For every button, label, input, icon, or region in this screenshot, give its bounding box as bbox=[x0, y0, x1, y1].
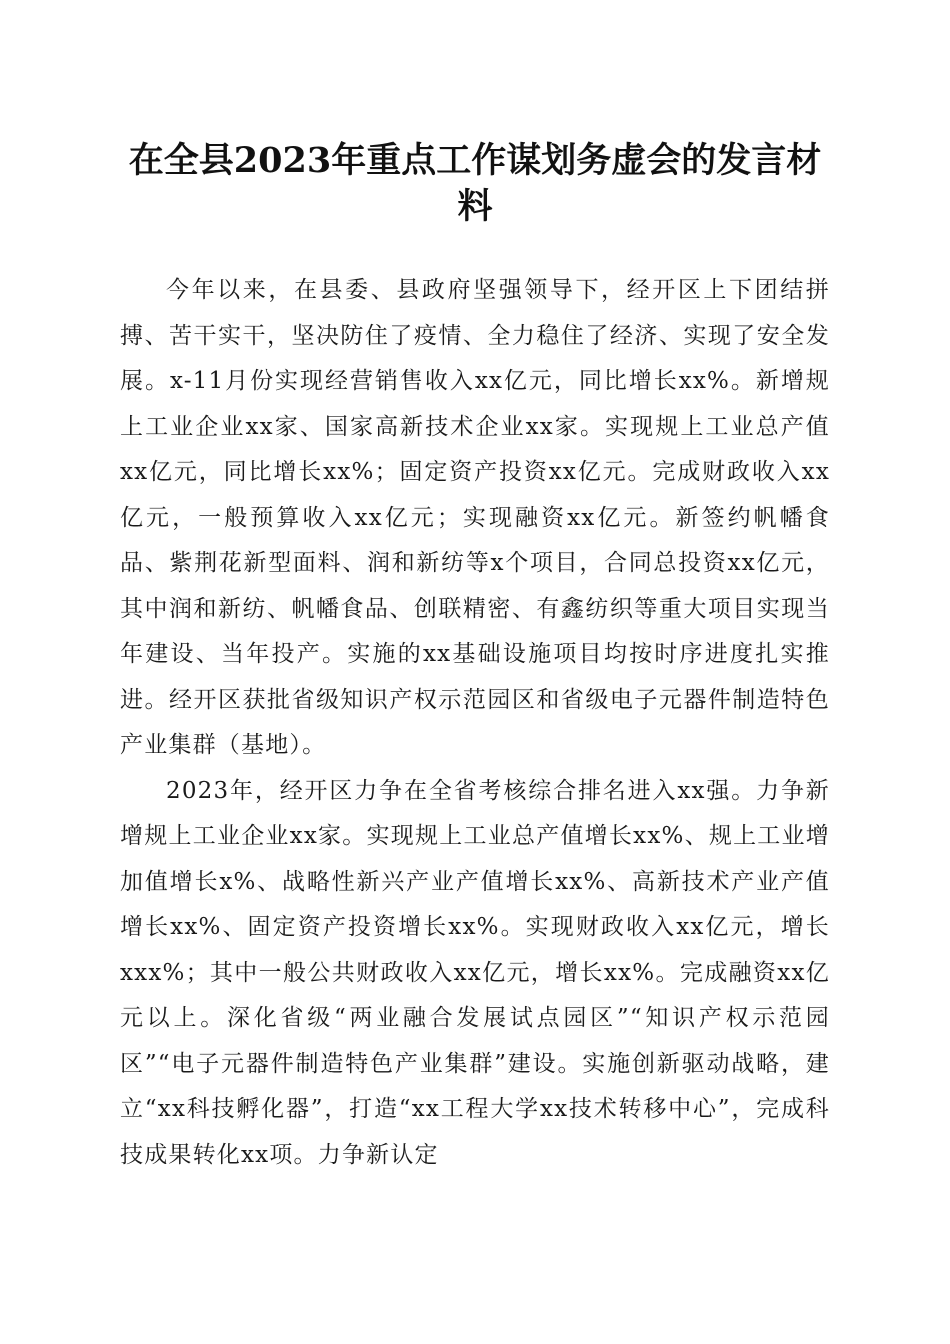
paragraph-1: 今年以来，在县委、县政府坚强领导下，经开区上下团结拼搏、苦干实干，坚决防住了疫情、全力稳住了经济、实现了安全发展。x-11月份实现经营销售收入xx亿元，同比增长xx%。新增规上工业企业xx家、国家高新技术企业xx家。实现规上工业总产值xx亿元，同比增长xx%；固定资产投资xx亿元。完成财政收入xx亿元，一般预算收入xx亿元；实现融资xx亿元。新签约帆幡食品、紫荆花新型面料、润和新纺等x个项目，合同总投资xx亿元，其中润和新纺、帆幡食品、创联精密、有鑫纺织等重大项目实现当年建设、当年投产。实施的xx基础设施项目均按时序进度扎实推进。经开区获批省级知识产权示范园区和省级电子元器件制造特色产业集群（基地）。 bbox=[120, 277, 830, 758]
document-title: 在全县2023年重点工作谋划务虚会的发言材料 bbox=[128, 140, 822, 227]
paragraph-2: 2023年，经开区力争在全省考核综合排名进入xx强。力争新增规上工业企业xx家。实现规上工业总产值增长xx%、规上工业增加值增长x%、战略性新兴产业产值增长xx%、高新技术产业产值增长xx%、固定资产投资增长xx%。实现财政收入xx亿元，增长xxx%；其中一般公共财政收入xx亿元，增长xx%。完成融资xx亿元以上。深化省级“两业融合发展试点园区”“知识产权示范园区”“电子元器件制造特色产业集群”建设。实施创新驱动战略，建立“xx科技孵化器”，打造“xx工程大学xx技术转移中心”，完成科技成果转化xx项。力争新认定 bbox=[120, 777, 830, 1168]
document-body bbox=[120, 268, 830, 1178]
